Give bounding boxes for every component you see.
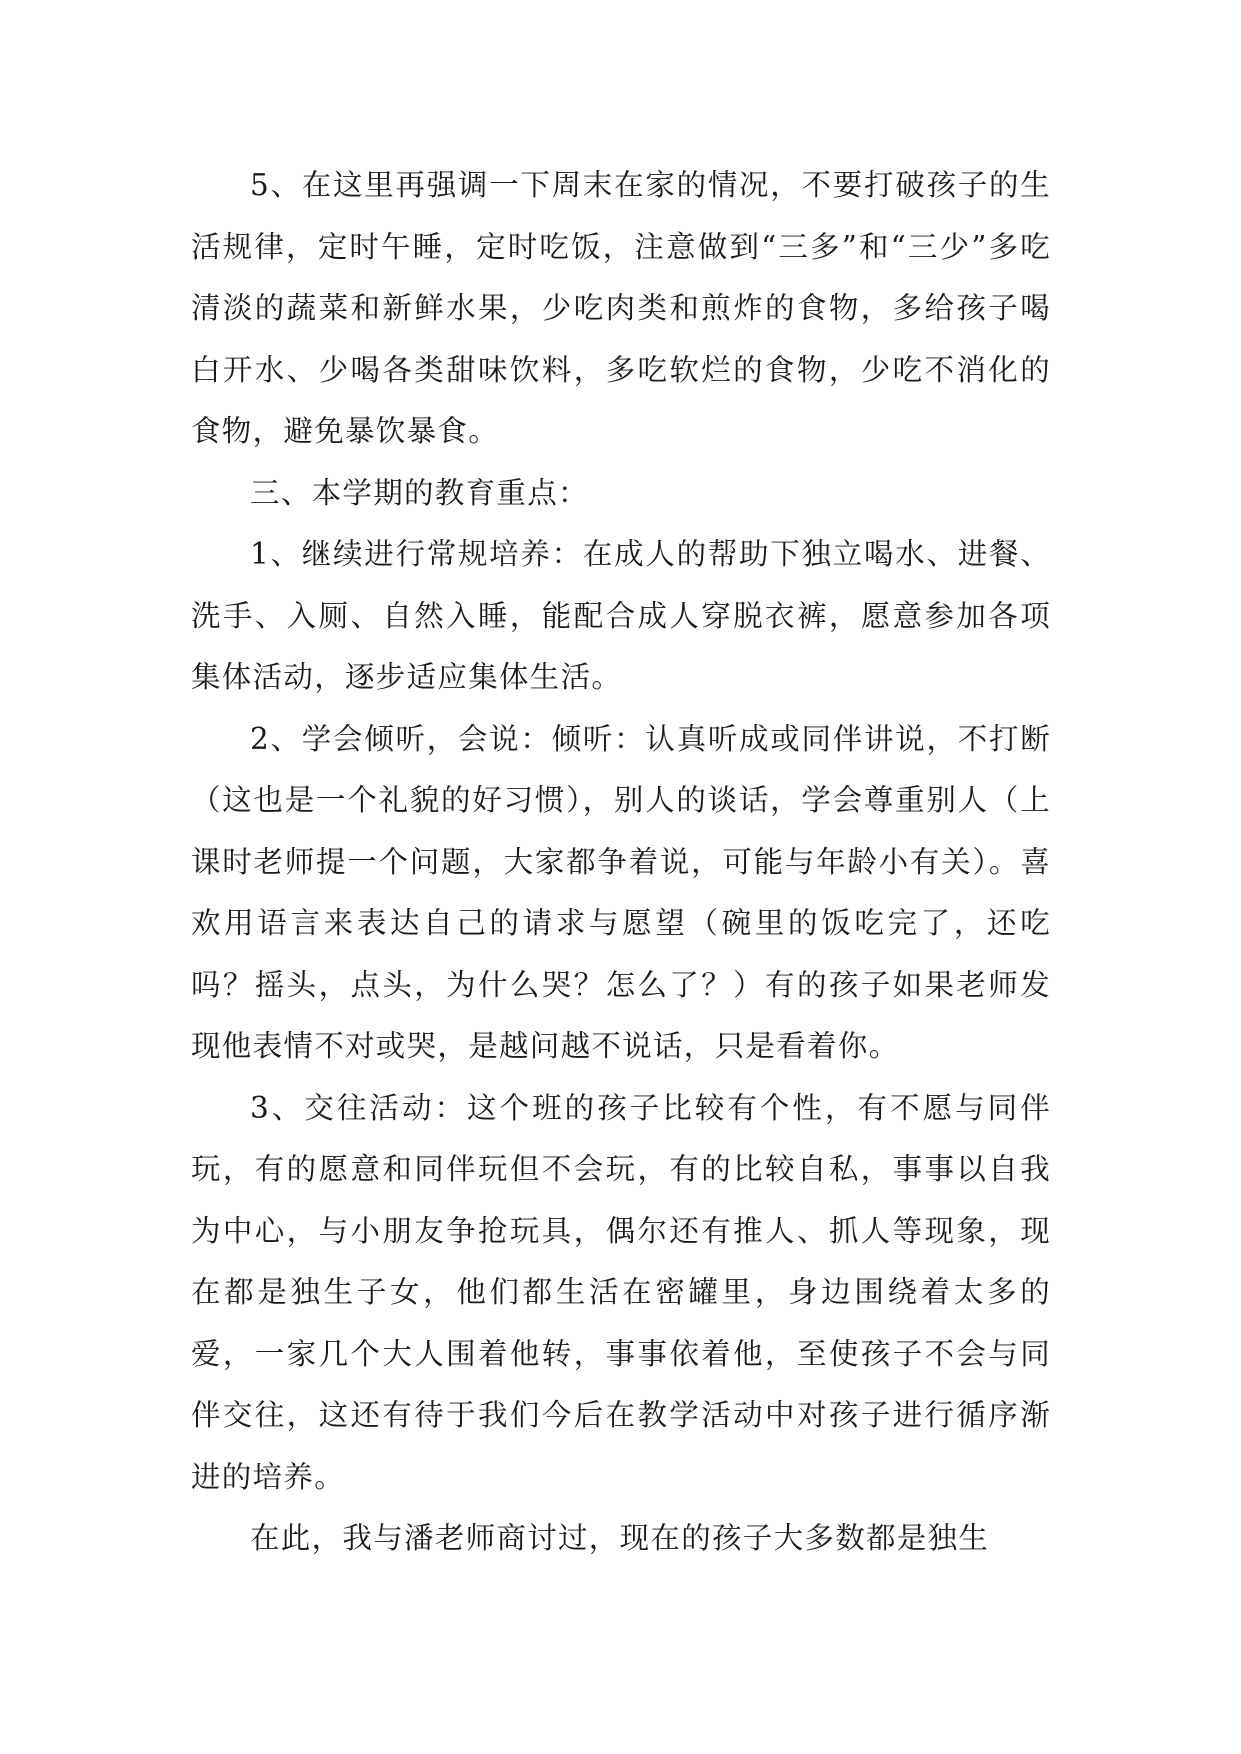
paragraph-social-activities: 3、交往活动：这个班的孩子比较有个性，有不愿与同伴玩，有的愿意和同伴玩但不会玩，有的比较自私，事事以自我为中心，与小朋友争抢玩具，偶尔还有推人、抓人等现象，现在都是独生子女，他们都生活在密罐里，身边围绕着太多的爱，一家几个大人围着他转，事事依着他，至使孩子不会与同伴交往，这还有待于我们今后在教学活动中对孩子进行循序渐进的培养。 [191, 1090, 1051, 1494]
paragraph-weekend-habits: 5、在这里再强调一下周末在家的情况，不要打破孩子的生活规律，定时午睡，定时吃饭，注意做到“三多”和“三少”多吃清淡的蔬菜和新鲜水果，少吃肉类和煎炸的食物，多给孩子喝白开水、少喝各类甜味饮料，多吃软烂的食物，少吃不消化的食物，避免暴饮暴食。 [191, 168, 1051, 448]
paragraph-discussion: 在此，我与潘老师商讨过，现在的孩子大多数都是独生 [250, 1521, 990, 1555]
paragraph-routine-training: 1、继续进行常规培养：在成人的帮助下独立喝水、进餐、洗手、入厕、自然入睡，能配合成人穿脱衣裤，愿意参加各项集体活动，逐步适应集体生活。 [191, 537, 1051, 694]
section-heading-education-focus: 三、本学期的教育重点： [250, 475, 589, 510]
document-body [191, 155, 1051, 1570]
paragraph-listening-speaking: 2、学会倾听，会说：倾听：认真听成或同伴讲说，不打断（这也是一个礼貌的好习惯），别人的谈话，学会尊重别人（上课时老师提一个问题，大家都争着说，可能与年龄小有关）。喜欢用语言来表达自己的请求与愿望（碗里的饭吃完了，还吃吗？摇头，点头，为什么哭？怎么了？）有的孩子如果老师发现他表情不对或哭，是越问越不说话，只是看着你。 [191, 721, 1051, 1063]
